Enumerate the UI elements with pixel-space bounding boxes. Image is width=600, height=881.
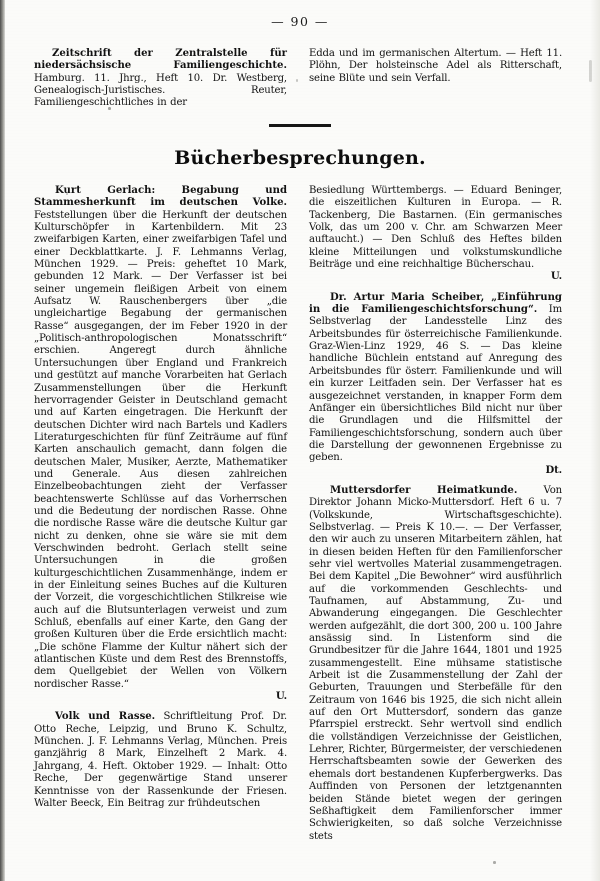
masthead-notice <box>34 48 572 110</box>
masthead-right-paragraph: Edda und im germanischen Altertum. — Heft 11. Plöhn, Der holsteinsche Adel als Ritterschaft, seine Blüte und sein Verfall. <box>309 48 562 84</box>
review-volk-und-rasse-continued: Besiedlung Württembergs. — Eduard Beninger, die eiszeitlichen Kulturen in Europa. — R. Tackenberg, Die Bastarnen. (Ein germanisches Volk, das um 200 v. Chr. am Schwarzen Meer auftaucht.) — Den Schluß des Heftes bilden kleine Mitteilungen und volkstumskundliche Beiträge und eine reichhaltige Bücherschau. <box>309 185 562 271</box>
review-volk-und-rasse-signature: U. <box>550 271 562 283</box>
left-column <box>34 185 287 843</box>
masthead-right-column <box>309 48 562 110</box>
masthead-left-column <box>34 48 287 110</box>
review-muttersdorfer-text: Von Direktor Johann Micko-Muttersdorf. Heft 6 u. 7 (Volkskunde, Wirtschaftsgeschichte). Selbstverlag. — Preis K 10.—. — Der Verfasser, den wir auch zu unseren Mitarbeitern zählen, hat in diesen beiden Heften für den Familienforscher sehr viel wertvolles Material zusammengetragen. Bei dem Kapitel „Die Bewohner“ wird ausführlich auf die vorkommenden Geschlechts- und Taufnamen, auf Abstammung, Zu- und Abwanderung eingegangen. Die Geschlechter werden aufgezählt, die dort 300, 200 u. 100 Jahre ansässig sind. In Listenform sind die Grundbesitzer für die Jahre 1644, 1801 und 1925 zusammengestellt. Eine mühsame statistische Arbeit ist die Zusammenstellung der Zahl der Geburten, Trauungen und Sterbefälle für den Zeitraum von 1646 bis 1925, die sich nicht allein auf den Ort Muttersdorf, sondern das ganze Pfarrspiel erstreckt. Sehr wertvoll sind endlich die vollständigen Verzeichnisse der Geistlichen, Lehrer, Richter, Bürgermeister, der verschiedenen Herrschaftsbeamten sowie der Gewerken des ehemals dort bestandenen Kupferbergwerks. Das Auffinden von Personen der letztgenannten beiden Stände bietet wegen der geringen Seßhaftigkeit dem Familienforscher immer Schwierigkeiten, so daß solche Verzeichnisse stets <box>309 484 562 842</box>
review-muttersdorfer <box>309 485 562 843</box>
scan-speck <box>589 60 592 82</box>
review-volk-und-rasse <box>34 711 287 810</box>
review-gerlach-title: Kurt Gerlach: Begabung und Stammesherkunft im deutschen Volke. <box>34 185 287 209</box>
review-scheiber-title: Dr. Artur Maria Scheiber, „Einführung in die Familiengeschichtsforschung“. <box>309 291 562 316</box>
review-gerlach <box>34 185 287 691</box>
right-column <box>309 185 562 843</box>
review-gerlach-signature: U. <box>275 691 287 703</box>
review-volk-und-rasse-title: Volk und Rasse. <box>55 711 156 723</box>
divider-rule <box>269 124 331 127</box>
review-scheiber-text: Im Selbstverlag der Landesstelle Linz des Arbeitsbundes für österreichische Familienkunde. Graz-Wien-Linz 1929, 46 S. — Das kleine handliche Büchlein entstand auf Anregung des Arbeitsbundes für österr. Familienkunde und will ein kurzer Leitfaden sein. Der Verfasser hat es ausgezeichnet verstanden, in knapper Form dem Anfänger ein übersichtliches Bild nicht nur über die Grundlagen und die Hilfsmittel der Familiengeschichtsforschung, sondern auch über die Darstellung der gewonnenen Ergebnisse zu geben. <box>309 304 562 464</box>
review-muttersdorfer-title: Muttersdorfer Heimatkunde. <box>330 484 518 496</box>
masthead-left-title: Zeitschrift der Zentralstelle für niedersächsische Familiengeschichte. <box>34 48 287 72</box>
review-scheiber <box>309 292 562 465</box>
review-volk-und-rasse-text: Schriftleitung Prof. Dr. Otto Reche, Leipzig, und Bruno K. Schultz, München. J. F. Lehmanns Verlag, München. Preis ganzjährig 8 Mark, Einzelheft 2 Mark. 4. Jahrgang, 4. Heft. Oktober 1929. — Inhalt: Otto Reche, Der gegenwärtige Stand unserer Kenntnisse von der Rassenkunde der Friesen. Walter Beeck, Ein Beitrag zur frühdeutschen <box>34 711 287 809</box>
review-body <box>34 185 572 843</box>
section-heading: Bücherbesprechungen. <box>174 147 426 169</box>
review-scheiber-signature: Dt. <box>545 464 562 476</box>
masthead-left-paragraph <box>34 48 287 110</box>
scan-speck <box>493 861 496 864</box>
page-number: — 90 — <box>271 14 329 29</box>
review-gerlach-text: Feststellungen über die Herkunft der deutschen Kulturschöpfer in Kartenbildern. Mit 23 zweifarbigen Karten, einer zweifarbigen Tafel und einer Deckblattkarte. J. F. Lehmanns Verlag, München 1929. — Preis: geheftet 10 Mark, gebunden 12 Mark. — Der Verfasser ist bei seiner ungemein fleißigen Arbeit von einem Aufsatz W. Rauschenbergers über „die ungleichartige Begabung der germanischen Rasse“ ausgegangen, der im Feber 1920 in der „Politisch-anthropologischen Monatsschrift“ erschien. Angeregt durch ähnliche Untersuchungen über England und Frankreich und gestützt auf manche Vorarbeiten hat Gerlach Zusammenstellungen über die Herkunft hervorragender Geister in Deutschland gemacht und auf Karten eingetragen. Die Herkunft der deutschen Dichter wird nach Bartels und Kadlers Literaturgeschichten für fünf Zeiträume auf fünf Karten anschaulich gemacht, dann folgen die deutschen Maler, Musiker, Aerzte, Mathematiker und Generale. Aus diesen zahlreichen Einzelbeobachtungen zieht der Verfasser beachtenswerte Schlüsse auf das Vorherrschen und die Bedeutung der nordischen Rasse. Ohne die nordische Rasse wäre die deutsche Kultur gar nicht zu denken, ohne sie wäre sie mit dem Verschwinden bedroht. Gerlach stellt seine Untersuchungen in die großen kulturgeschichtlichen Zusammenhänge, indem er in der Einleitung seines Buches auf die Kulturen der Vorzeit, die vorgeschichtlichen Stilkreise wie auch auf die Blutsunterlagen verweist und zum Schluß, ebenfalls auf einer Karte, den Gang der großen Kulturen über die Erde ersichtlich macht: „Die schöne Flamme der Kultur nähert sich der atlantischen Küste und dem Rest des Brennstoffs, dem Quellgebiet der Wellen von Völkern nordischer Rasse.“ <box>34 209 287 690</box>
masthead-left-body: Hamburg. 11. Jhrg., Heft 10. Dr. Westberg, Genealogisch-Juristisches. Reuter, Familiengeschichtliches in der <box>34 72 287 109</box>
